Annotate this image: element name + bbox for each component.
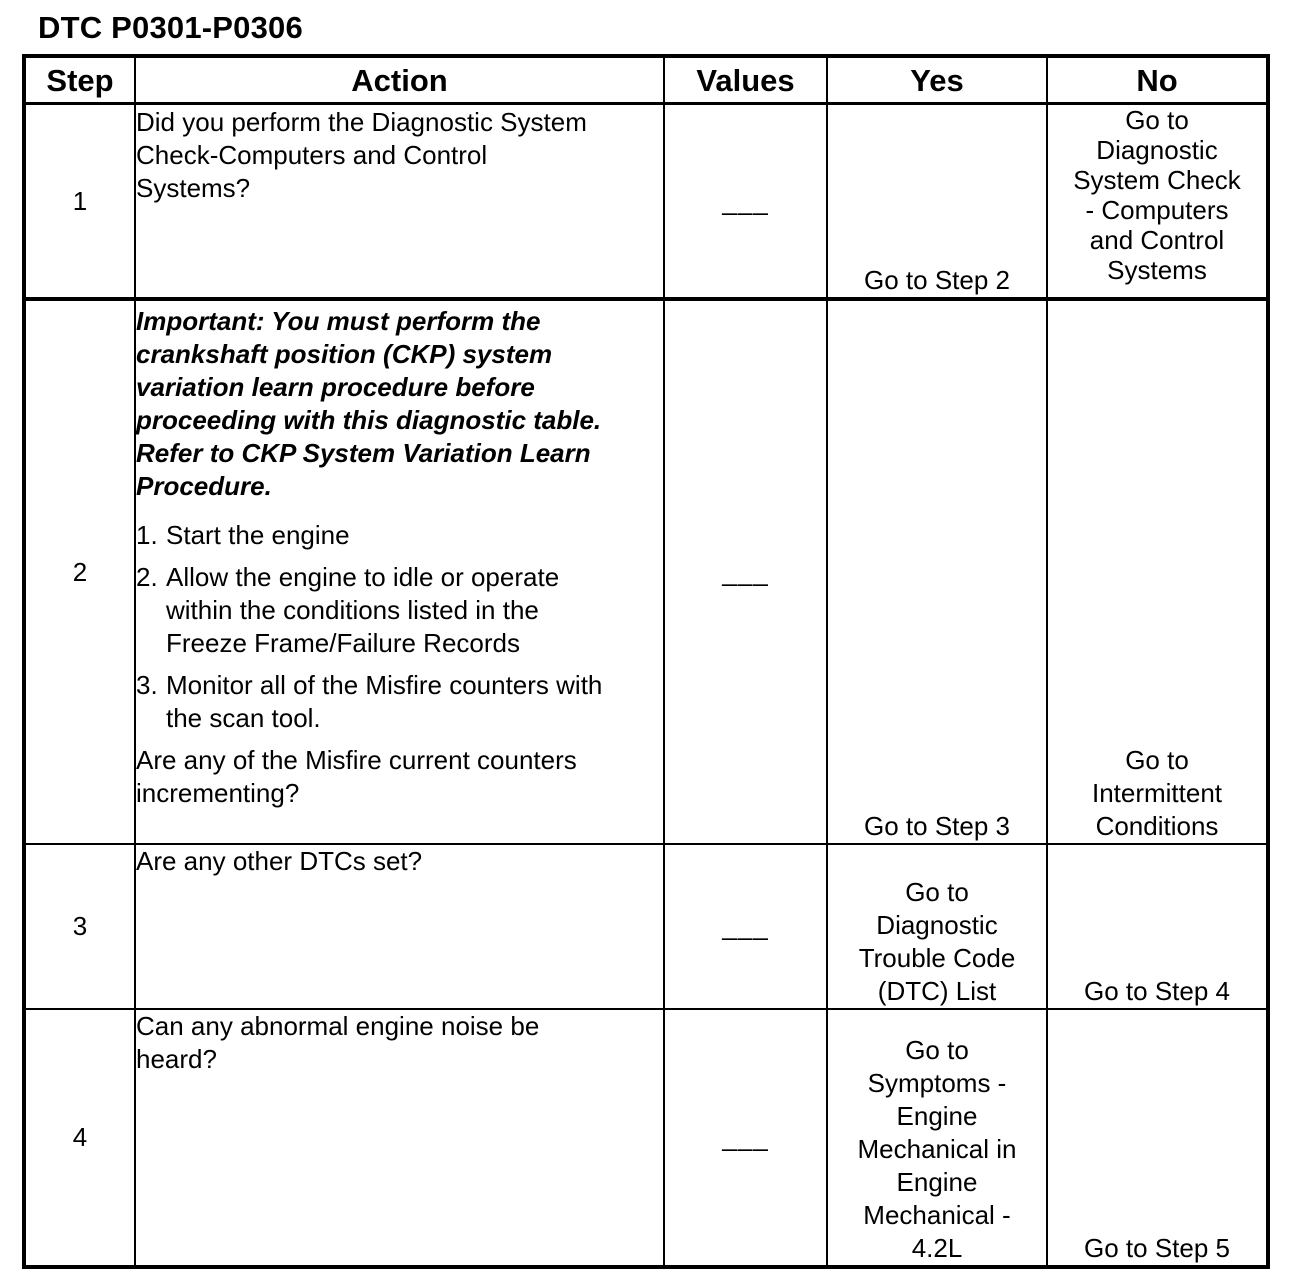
- yes-cell: [827, 1009, 1047, 1267]
- action-cell: [135, 104, 664, 300]
- yes-line: Engine: [896, 1101, 978, 1131]
- yes-cell: [827, 299, 1047, 844]
- no-line: Go to: [1125, 745, 1189, 775]
- yes-cell: [827, 844, 1047, 1009]
- step-number: 1: [24, 104, 135, 300]
- yes-line: (DTC) List: [877, 976, 997, 1006]
- table-row: [24, 104, 1268, 300]
- action-line: Can any abnormal engine noise be: [136, 1011, 540, 1041]
- no-line: and Control: [1089, 225, 1225, 255]
- table-row: [24, 1009, 1268, 1267]
- substep-list: [136, 519, 663, 735]
- table-row: [24, 844, 1268, 1009]
- yes-line: 4.2L: [911, 1233, 963, 1263]
- no-line: Go to Step 5: [1084, 1233, 1230, 1263]
- values-cell: ___: [664, 104, 827, 300]
- document-title: DTC P0301-P0306: [38, 10, 303, 45]
- action-line: heard?: [136, 1044, 217, 1074]
- values-cell: ___: [664, 844, 827, 1009]
- action-question: Are any of the Misfire current counters incrementing?: [136, 745, 577, 808]
- yes-line: Go to: [905, 1035, 969, 1065]
- no-line: System Check: [1073, 165, 1241, 195]
- action-line: Are any other DTCs set?: [136, 846, 423, 876]
- values-cell: ___: [664, 299, 827, 844]
- yes-line: Mechanical in: [857, 1134, 1017, 1164]
- yes-line: Go to Step 2: [864, 265, 1010, 295]
- yes-line: Go to Step 3: [864, 811, 1010, 841]
- no-line: Diagnostic: [1096, 135, 1218, 165]
- yes-line: Engine: [896, 1167, 978, 1197]
- no-line: - Computers: [1085, 195, 1229, 225]
- yes-line: Trouble Code: [858, 943, 1016, 973]
- list-item: 3. Monitor all of the Misfire counters with the scan tool.: [136, 670, 603, 733]
- action-line: Did you perform the Diagnostic System: [136, 107, 587, 137]
- action-line: Systems?: [136, 173, 251, 203]
- no-line: Intermittent: [1091, 778, 1223, 808]
- no-line: Go to Step 4: [1084, 976, 1230, 1006]
- no-cell: [1047, 299, 1268, 844]
- yes-line: Go to: [905, 877, 969, 907]
- header-values: Values: [664, 56, 827, 104]
- header-no: No: [1047, 56, 1268, 104]
- header-yes: Yes: [827, 56, 1047, 104]
- no-line: Conditions: [1095, 811, 1219, 841]
- no-cell: [1047, 104, 1268, 300]
- important-note: Important: You must perform the crankshaft position (CKP) system variation learn procedure before proceeding with this diagnostic table. Refer to CKP System Variation Learn Procedure.: [136, 306, 602, 501]
- no-cell: [1047, 1009, 1268, 1267]
- yes-line: Symptoms -: [867, 1068, 1007, 1098]
- no-cell: [1047, 844, 1268, 1009]
- action-cell: [135, 844, 664, 1009]
- step-number: 2: [24, 299, 135, 844]
- action-line: Check-Computers and Control: [136, 140, 488, 170]
- step-number: 3: [24, 844, 135, 1009]
- list-item: 2. Allow the engine to idle or operate within the conditions listed in the Freeze Frame/Failure Records: [136, 562, 560, 658]
- values-cell: ___: [664, 1009, 827, 1267]
- diagnostic-table: [22, 54, 1270, 1269]
- yes-line: Mechanical -: [863, 1200, 1011, 1230]
- table-header-row: [24, 56, 1268, 104]
- list-item: 1. Start the engine: [136, 520, 350, 550]
- action-cell: [135, 299, 664, 844]
- step-number: 4: [24, 1009, 135, 1267]
- yes-cell: [827, 104, 1047, 300]
- table-row: [24, 299, 1268, 844]
- header-action: Action: [135, 56, 664, 104]
- yes-line: Diagnostic: [876, 910, 998, 940]
- no-line: Systems: [1107, 255, 1207, 285]
- action-cell: [135, 1009, 664, 1267]
- header-step: Step: [24, 56, 135, 104]
- no-line: Go to: [1125, 105, 1189, 135]
